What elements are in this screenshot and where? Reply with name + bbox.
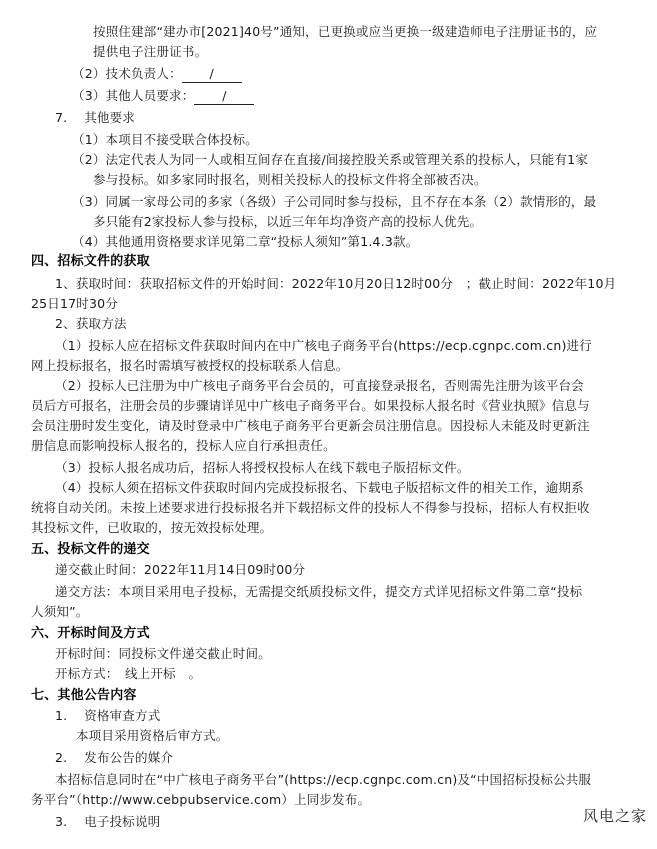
other-staff-line [72, 86, 254, 106]
text-line: 25日17时30分 [31, 296, 119, 311]
text-line: 1. 资格审查方式 [55, 708, 161, 723]
text-line: 人须知”。 [31, 604, 89, 619]
section-item-7: 7. 其他要求 [55, 110, 135, 125]
text-line: 册信息而影响投标人报名的，投标人应自行承担责任。 [31, 438, 336, 453]
text-line: 开标时间：同投标文件递交截止时间。 [55, 646, 271, 661]
text-line: （2）法定代表人为同一人或相互间存在直接/间接控股关系或管理关系的投标人，只能有1家 [72, 152, 589, 167]
text-line: （4）投标人须在招标文件获取时间内完成投标报名、下载电子版招标文件的相关工作，逾期系 [55, 480, 584, 495]
text-line: 员后方可报名，注册会员的步骤请详见中广核电子商务平台。如果投标人报名时《营业执照》信息与 [31, 398, 590, 413]
text-line: （3）同属一家母公司的多家（各级）子公司同时参与投标，且不存在本条（2）款情形的，最 [72, 194, 597, 209]
text-line: 2. 发布公告的媒介 [55, 750, 174, 765]
section-heading-5: 五、投标文件的递交 [31, 542, 150, 557]
text-line: 多只能有2家投标人参与投标，以近三年年均净资产高的投标人优先。 [93, 214, 483, 229]
section-heading-7: 七、其他公告内容 [31, 688, 137, 703]
text-line: 2、获取方法 [55, 316, 127, 331]
text-line: 开标方式： 线上开标 。 [55, 666, 202, 681]
text-line: 递交方法：本项目采用电子投标，无需提交纸质投标文件，提交方式详见招标文件第二章“投标 [55, 584, 583, 599]
text-line: （2）投标人已注册为中广核电子商务平台会员的，可直接登录报名，否则需先注册为该平台会 [55, 378, 584, 393]
other-staff-value: / [194, 88, 254, 105]
tech-lead-value: / [182, 66, 242, 83]
text-line: 提供电子注册证书。 [93, 44, 208, 59]
tech-lead-label: （2）技术负责人： [72, 66, 182, 81]
text-line: 统将自动关闭。未按上述要求进行投标报名并下载招标文件的投标人不得参与投标，招标人有权拒收 [31, 500, 590, 515]
text-line: 本项目采用资格后审方式。 [76, 728, 229, 743]
section-heading-6: 六、开标时间及方式 [31, 626, 150, 641]
text-line: 3. 电子投标说明 [55, 814, 161, 829]
text-line: 其投标文件，已收取的，按无效投标处理。 [31, 520, 273, 535]
text-line: 按照住建部“建办市[2021]40号”通知，已更换或应当更换一级建造师电子注册证书的，应 [93, 24, 598, 39]
section-heading-4: 四、招标文件的获取 [31, 254, 150, 269]
text-line: （1）投标人应在招标文件获取时间内在中广核电子商务平台(https://ecp.cgnpc.com.cn)进行 [55, 338, 592, 353]
text-line: 务平台”（http://www.cebpubservice.com）上同步发布。 [31, 792, 371, 807]
text-line: 网上投标报名，报名时需填写被授权的投标联系人信息。 [31, 358, 349, 373]
text-line: 参与投标。如多家同时报名，则相关投标人的投标文件将全部被否决。 [93, 172, 487, 187]
tech-lead-line [72, 64, 242, 84]
text-line: 会员注册时发生变化，请及时登录中广核电子商务平台更新会员注册信息。因投标人未能及时更新注 [31, 418, 590, 433]
watermark-text: 风电之家 [582, 807, 647, 825]
text-line: （4）其他通用资格要求详见第二章“投标人须知”第1.4.3款。 [72, 234, 419, 249]
other-staff-label: （3）其他人员要求： [72, 88, 195, 103]
text-line: （3）投标人报名成功后，招标人将授权投标人在线下载电子版招标文件。 [55, 460, 470, 475]
text-line: 递交截止时间：2022年11月14日09时00分 [55, 562, 306, 577]
text-line: 1、获取时间：获取招标文件的开始时间：2022年10月20日12时00分 ；截止时间：2022年10月 [55, 276, 617, 291]
text-line: （1）本项目不接受联合体投标。 [72, 132, 258, 147]
text-line: 本招标信息同时在“中广核电子商务平台”(https://ecp.cgnpc.com.cn)及“中国招标投标公共服 [55, 772, 592, 787]
